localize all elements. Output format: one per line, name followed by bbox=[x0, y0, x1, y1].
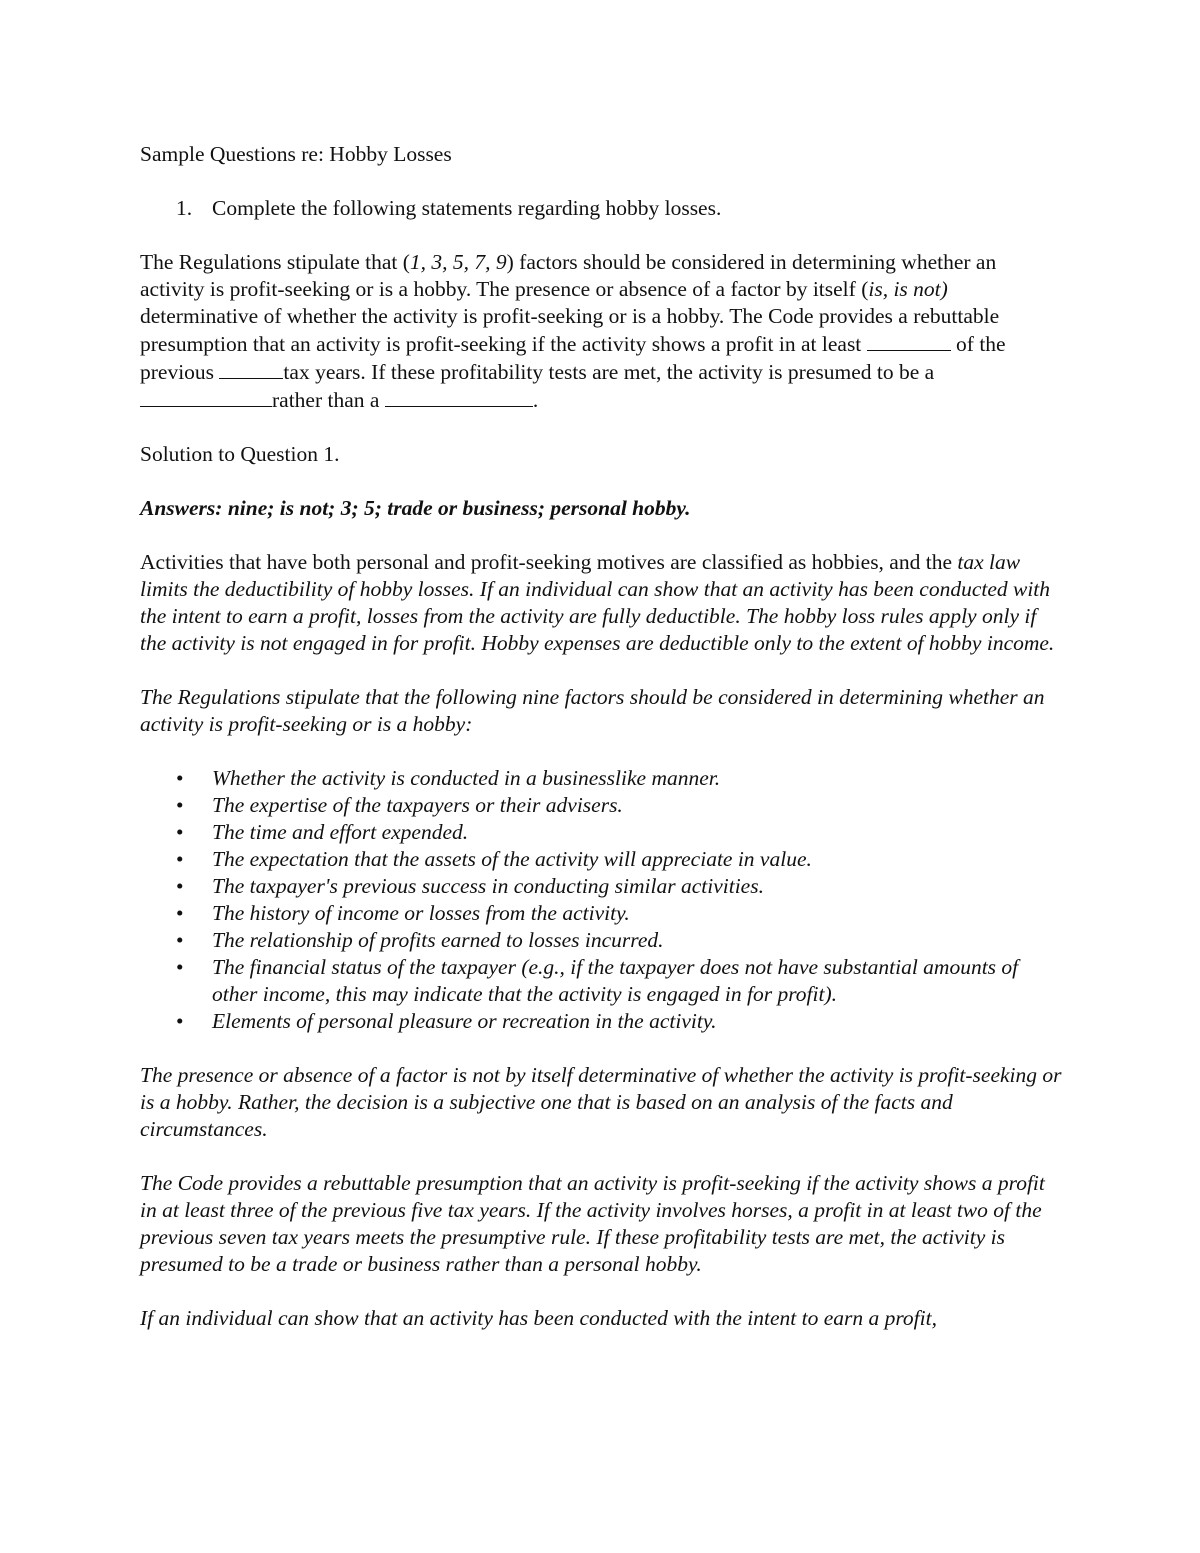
document-body bbox=[140, 141, 1062, 1359]
list-item bbox=[176, 765, 1062, 792]
factor-text: Whether the activity is conducted in a businesslike manner. bbox=[212, 766, 721, 790]
list-item bbox=[176, 927, 1062, 954]
question-statement bbox=[140, 249, 1062, 414]
document-title: Sample Questions re: Hobby Losses bbox=[140, 142, 452, 166]
bullet-icon: • bbox=[176, 766, 184, 790]
statement-part-2: ) factors should be considered in determining whether an activity is profit-seeking or is a hobby. The presence or absence of a factor by itself ( bbox=[140, 250, 997, 301]
list-item bbox=[176, 954, 1062, 1008]
bullet-icon: • bbox=[176, 1009, 184, 1033]
factor-text: The history of income or losses from the activity. bbox=[212, 901, 630, 925]
statement-options-2: is, is not) bbox=[868, 277, 948, 301]
factor-text: The expectation that the assets of the activity will appreciate in value. bbox=[212, 847, 812, 871]
bullet-icon: • bbox=[176, 847, 184, 871]
bullet-icon: • bbox=[176, 874, 184, 898]
statement-part-3: determinative of whether the activity is profit-seeking or is a hobby. The Code provides a rebuttable presumption that an activity is profit-seeking if the activity shows a profit in at least bbox=[140, 304, 1000, 356]
answers-line: Answers: nine; is not; 3; 5; trade or business; personal hobby. bbox=[140, 496, 691, 520]
factor-text: The taxpayer's previous success in conducting similar activities. bbox=[212, 874, 764, 898]
factor-text: The expertise of the taxpayers or their advisers. bbox=[212, 793, 623, 817]
statement-options-1: 1, 3, 5, 7, 9 bbox=[409, 250, 507, 274]
bullet-icon: • bbox=[176, 955, 184, 979]
explanation-paragraph-5: If an individual can show that an activity has been conducted with the intent to earn a profit, bbox=[140, 1306, 937, 1330]
list-item bbox=[176, 1008, 1062, 1035]
statement-part-4: of the previous bbox=[140, 332, 1006, 384]
explanation-p1-normal: Activities that have both personal and profit-seeking motives are classified as hobbies, and the bbox=[140, 550, 958, 574]
statement-part-7: . bbox=[532, 388, 539, 412]
bullet-icon: • bbox=[176, 928, 184, 952]
factor-text: The time and effort expended. bbox=[212, 820, 469, 844]
explanation-paragraph-2: The Regulations stipulate that the following nine factors should be considered in determining whether an activity is profit-seeking or is a hobby: bbox=[140, 685, 1045, 736]
statement-part-6: rather than a bbox=[272, 388, 385, 412]
explanation-paragraph-1 bbox=[140, 549, 1062, 657]
factor-text: Elements of personal pleasure or recreation in the activity. bbox=[212, 1009, 717, 1033]
factor-text: The financial status of the taxpayer (e.g., if the taxpayer does not have substantial amounts of other income, this may indicate that the activity is engaged in for profit). bbox=[212, 955, 1019, 1006]
list-item bbox=[176, 819, 1062, 846]
statement-part-5: tax years. If these profitability tests are met, the activity is presumed to be a bbox=[283, 360, 935, 384]
list-item bbox=[176, 792, 1062, 819]
explanation-p1-italic: tax law limits the deductibility of hobby losses. If an individual can show that an activity has been conducted with the intent to earn a profit, losses from the activity are fully deductible. The hobby loss rules apply only if the activity is not engaged in for profit. Hobby expenses are deductible only to the extent of hobby income. bbox=[140, 550, 1055, 655]
bullet-icon: • bbox=[176, 901, 184, 925]
list-item bbox=[176, 846, 1062, 873]
list-item bbox=[176, 900, 1062, 927]
solution-heading: Solution to Question 1. bbox=[140, 442, 340, 466]
factors-list bbox=[140, 765, 1062, 1035]
bullet-icon: • bbox=[176, 820, 184, 844]
answer-blank-1[interactable] bbox=[867, 330, 951, 351]
question-text: Complete the following statements regarding hobby losses. bbox=[212, 196, 722, 220]
answer-blank-4[interactable] bbox=[385, 386, 533, 407]
question-item bbox=[176, 195, 1062, 222]
statement-part-1: The Regulations stipulate that ( bbox=[140, 250, 410, 274]
question-number: 1. bbox=[176, 196, 193, 220]
bullet-icon: • bbox=[176, 793, 184, 817]
list-item bbox=[176, 873, 1062, 900]
explanation-paragraph-4: The Code provides a rebuttable presumption that an activity is profit-seeking if the activity shows a profit in at least three of the previous five tax years. If the activity involves horses, a profit in at least two of the previous seven tax years meets the presumptive rule. If these profitability tests are met, the activity is presumed to be a trade or business rather than a personal hobby. bbox=[140, 1171, 1045, 1276]
factor-text: The relationship of profits earned to losses incurred. bbox=[212, 928, 664, 952]
answer-blank-3[interactable] bbox=[140, 386, 272, 407]
explanation-paragraph-3: The presence or absence of a factor is not by itself determinative of whether the activity is profit-seeking or is a hobby. Rather, the decision is a subjective one that is based on an analysis of the facts and circumstances. bbox=[140, 1063, 1062, 1141]
answer-blank-2[interactable] bbox=[219, 358, 283, 379]
